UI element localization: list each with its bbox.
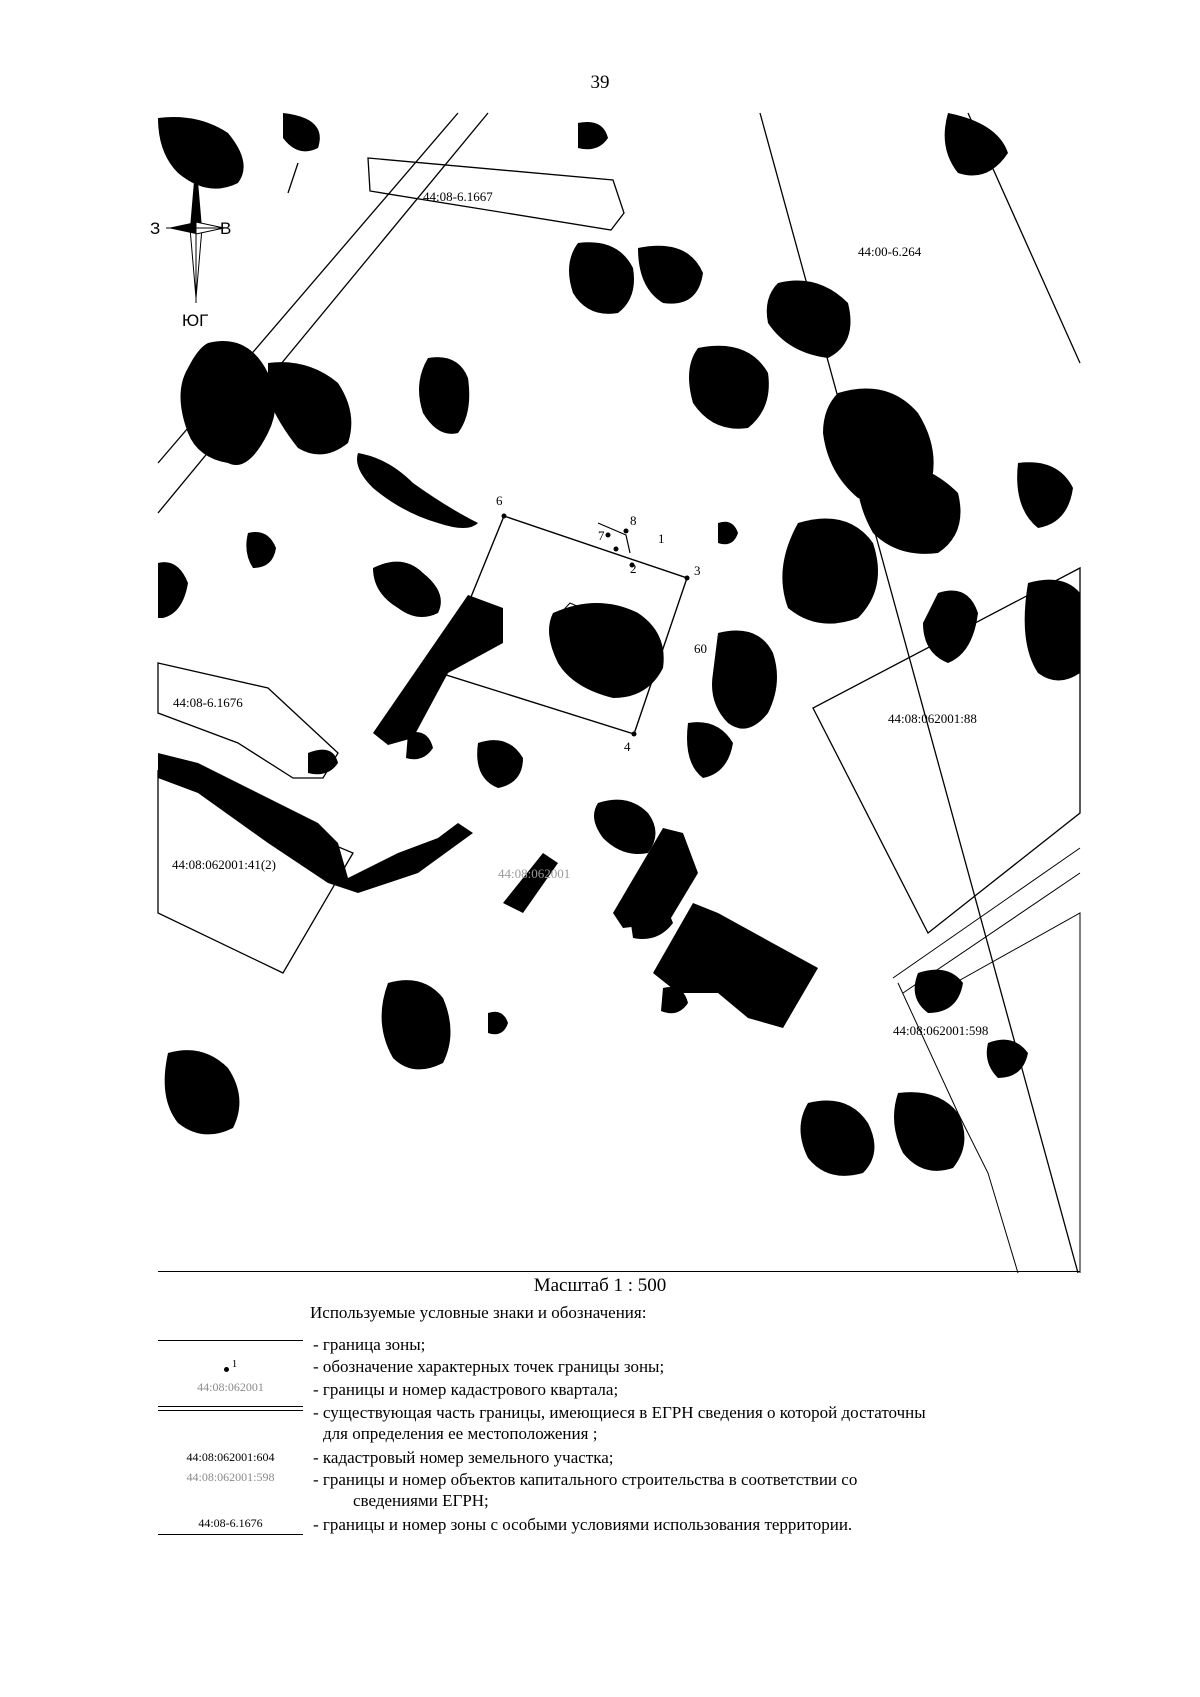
parcel-label-598: 44:08:062001:598 [893,1023,989,1038]
legend-symbol-building: 44:08:062001:598 [186,1470,275,1484]
page-number: 39 [590,72,610,93]
legend-desc: - границы и номер зоны с особыми условиями использования территории. [313,1515,853,1534]
legend-item-parcel-number [158,1449,1088,1471]
legend-symbol-special-zone: 44:08-6.1676 [198,1516,263,1530]
zone-boundary-1667[interactable] [368,158,624,230]
point-label-5: 5 [424,667,431,682]
legend-desc: - обозначение характерных точек границы зоны; [313,1357,665,1376]
quarter-label: 44:08:062001 [498,866,571,881]
parcel-boundary-598[interactable] [893,848,1080,1273]
legend-item-existing-boundary [158,1404,1088,1448]
point-label-1: 1 [658,531,665,546]
point-label-2: 2 [630,561,637,576]
legend-symbol-quarter: 44:08:062001 [197,1380,264,1394]
legend-item-special-zone [158,1516,1088,1538]
point-label-7: 7 [598,528,605,543]
point-marker-icon [224,1367,229,1372]
compass-south: ЮГ [182,311,209,330]
parcel-label-41: 44:08:062001:41(2) [172,857,276,872]
vegetation-layer [158,113,1080,1176]
legend-desc: - границы и номер объектов капитального строительства в соответствии со сведениями ЕГРН; [313,1470,858,1510]
zone-label-1676: 44:08-6.1676 [173,695,243,710]
partial-label-60: 60 [694,641,707,656]
parcel-label-88: 44:08:062001:88 [888,711,977,726]
map-bottom-line [158,1271,1080,1272]
legend-desc: - границы и номер кадастрового квартала; [313,1380,619,1399]
legend-item-building [158,1471,1088,1515]
legend-item-zone-boundary [158,1336,1088,1358]
legend-desc: - граница зоны; [313,1335,426,1354]
point-label-4: 4 [624,739,631,754]
point-label-6: 6 [496,493,503,508]
legend-desc: - кадастровый номер земельного участка; [313,1448,614,1467]
legend-desc: - существующая часть границы, имеющиеся в ЕГРН сведения о которой достаточны для определения ее местоположения ; [313,1403,926,1443]
legend-title: Используемые условные знаки и обозначения: [310,1303,647,1322]
zone-label-1667: 44:08-6.1667 [423,189,493,204]
legend-item-quarter [158,1381,1088,1403]
legend-symbol-point: 1 [158,1358,303,1376]
compass-west: З [150,219,161,238]
point-label-3: 3 [694,563,701,578]
compass-east: В [220,219,232,238]
zone-label-264: 44:00-6.264 [858,244,922,259]
map-scale: Масштаб 1 : 500 [533,1275,667,1296]
legend-symbol-parcel: 44:08:062001:604 [186,1450,275,1464]
cadastral-map[interactable] [150,113,1080,1273]
point-label-8: 8 [630,513,637,528]
legend-item-point [158,1358,1088,1380]
